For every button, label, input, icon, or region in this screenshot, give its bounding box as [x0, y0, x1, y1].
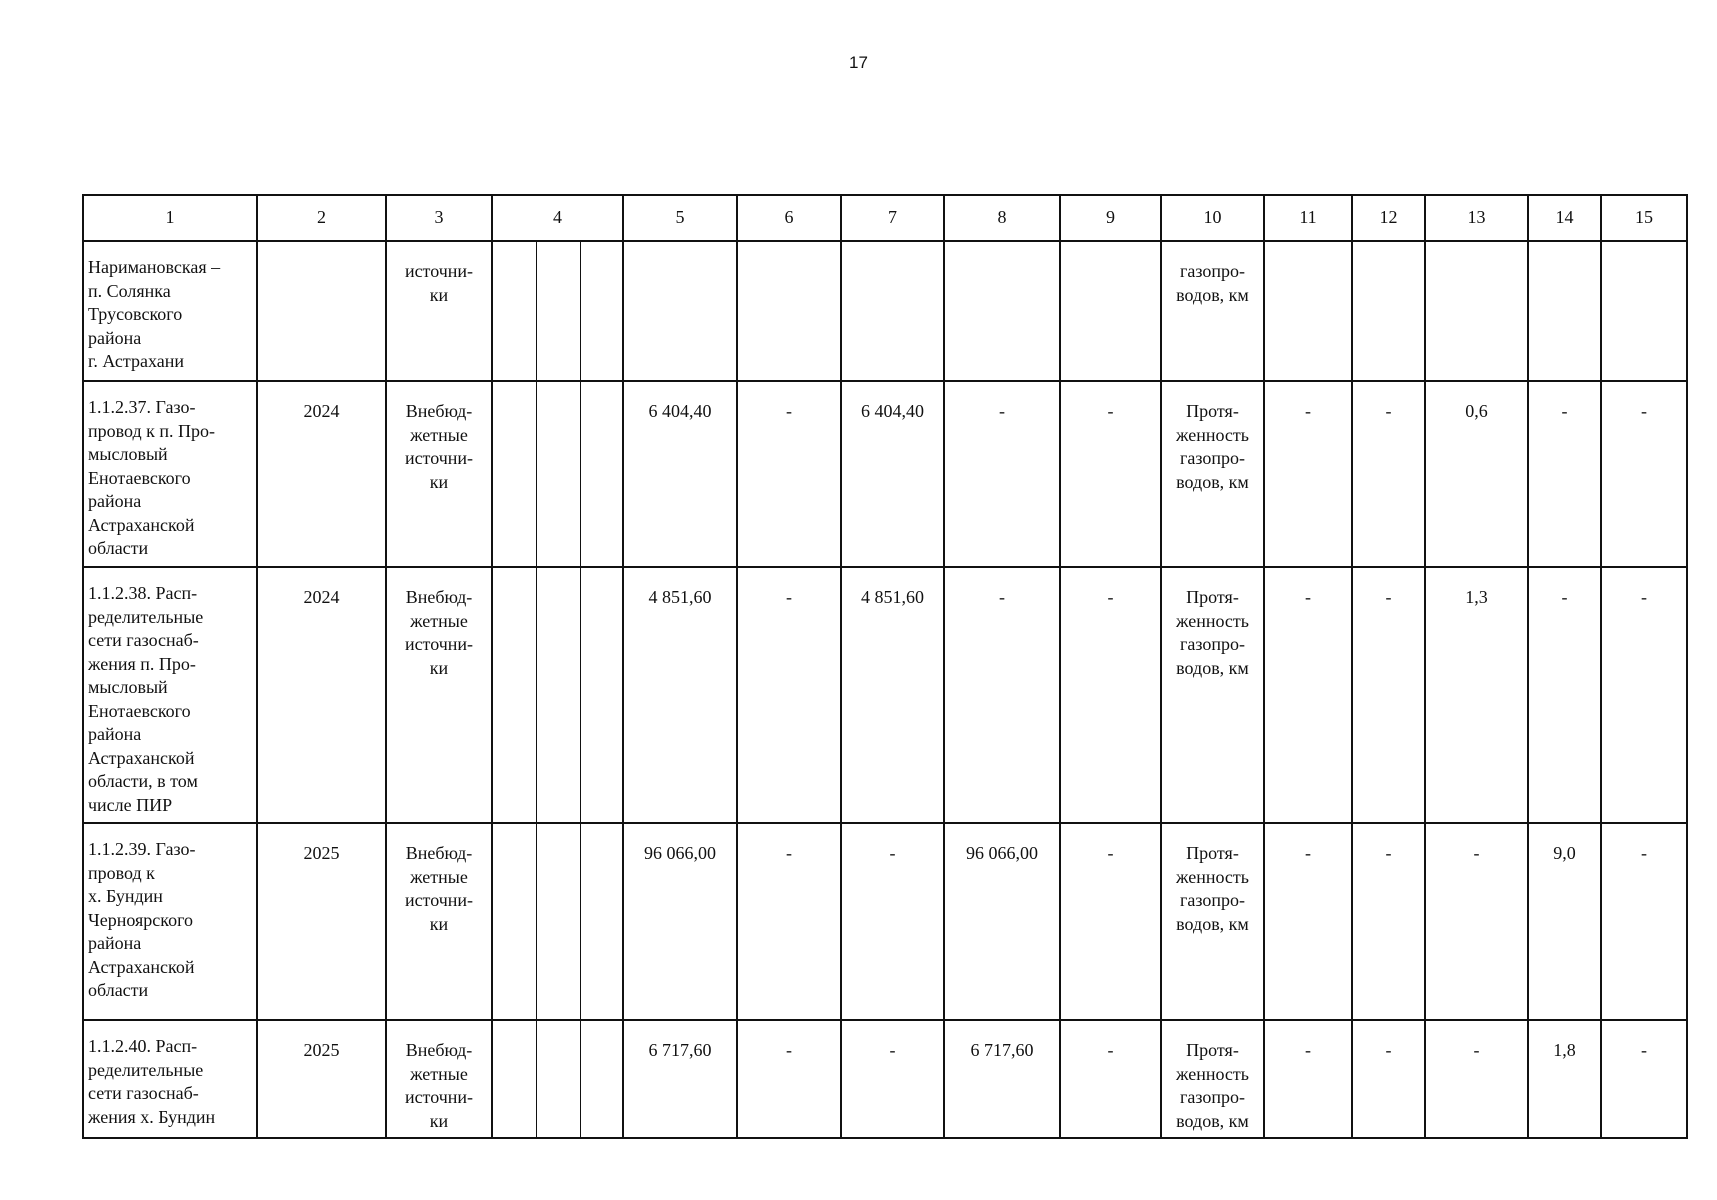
amount-col6-text	[738, 242, 840, 264]
value-col13-cell	[1425, 241, 1528, 381]
column-4-cell	[492, 381, 623, 567]
table-row	[83, 823, 1687, 1020]
funding-source-cell	[386, 567, 492, 823]
value-col15-text: -	[1641, 401, 1647, 421]
subcolumn-divider	[580, 824, 581, 1019]
column-number-header: 4	[492, 195, 623, 241]
object-name-text: 1.1.2.40. Расп- ределительные сети газоснаб- жения х. Бундин	[88, 1036, 216, 1127]
value-col12-cell	[1352, 823, 1425, 1020]
amount-col8-text	[945, 242, 1059, 264]
value-col13-text: 0,6	[1465, 401, 1488, 421]
value-col12-cell	[1352, 1020, 1425, 1138]
object-name-text: 1.1.2.38. Расп- ределительные сети газоснаб- жения п. Про- мысловый Енотаевского района Астраханской области, в том числе ПИР	[88, 583, 204, 815]
object-name-text: Наримановская – п. Солянка Трусовского района г. Астрахани	[88, 257, 221, 371]
amount-col9-text: -	[1107, 401, 1114, 421]
year-text: 2025	[303, 1040, 340, 1060]
amount-col6-cell	[737, 241, 841, 381]
object-name-cell	[83, 241, 257, 381]
column-number-header: 11	[1264, 195, 1352, 241]
indicator-text: Протя- женность газопро- водов, км	[1176, 843, 1249, 934]
value-col12-text	[1353, 242, 1424, 264]
total-amount-text	[624, 242, 736, 264]
subcolumn-divider	[580, 568, 581, 822]
amount-col6-text: -	[786, 401, 792, 421]
value-col11-text: -	[1305, 843, 1311, 863]
column-number-header: 2	[257, 195, 386, 241]
subcolumn-divider	[536, 568, 537, 822]
total-amount-cell	[623, 1020, 737, 1138]
total-amount-cell	[623, 381, 737, 567]
column-number-header: 3	[386, 195, 492, 241]
value-col12-cell	[1352, 381, 1425, 567]
column-4-cell	[492, 241, 623, 381]
program-table	[82, 194, 1688, 1139]
value-col13-cell	[1425, 381, 1528, 567]
amount-col8-cell	[944, 381, 1060, 567]
value-col13-cell	[1425, 823, 1528, 1020]
total-amount-text: 96 066,00	[644, 843, 716, 863]
amount-col6-text: -	[786, 587, 792, 607]
object-name-text: 1.1.2.39. Газо- провод к х. Бундин Черноярского района Астраханской области	[88, 839, 196, 1000]
value-col12-cell	[1352, 567, 1425, 823]
object-name-cell	[83, 823, 257, 1020]
funding-source-text: Внебюд- жетные источни- ки	[404, 401, 474, 492]
value-col13-cell	[1425, 567, 1528, 823]
value-col15-cell	[1601, 381, 1687, 567]
total-amount-cell	[623, 567, 737, 823]
value-col13-cell	[1425, 1020, 1528, 1138]
value-col14-cell	[1528, 823, 1601, 1020]
subcolumn-divider	[536, 382, 537, 566]
subcolumn-divider	[536, 1021, 537, 1137]
amount-col6-cell	[737, 1020, 841, 1138]
column-number-header: 15	[1601, 195, 1687, 241]
value-col15-cell	[1601, 1020, 1687, 1138]
header-row	[83, 195, 1687, 241]
year-text: 2024	[303, 401, 340, 421]
value-col15-text: -	[1641, 843, 1647, 863]
total-amount-text: 4 851,60	[648, 587, 712, 607]
amount-col7-cell	[841, 1020, 944, 1138]
value-col14-text: 9,0	[1553, 843, 1576, 863]
value-col11-cell	[1264, 241, 1352, 381]
value-col13-text: -	[1473, 1040, 1480, 1060]
total-amount-cell	[623, 241, 737, 381]
amount-col9-text: -	[1107, 1040, 1114, 1060]
indicator-text: Протя- женность газопро- водов, км	[1176, 1040, 1249, 1131]
year-text	[258, 242, 385, 264]
amount-col8-cell	[944, 823, 1060, 1020]
amount-col9-cell	[1060, 567, 1161, 823]
indicator-cell	[1161, 567, 1264, 823]
total-amount-cell	[623, 823, 737, 1020]
funding-source-cell	[386, 823, 492, 1020]
indicator-text: Протя- женность газопро- водов, км	[1176, 587, 1249, 678]
column-number-header: 1	[83, 195, 257, 241]
value-col12-text: -	[1385, 587, 1392, 607]
column-4-cell	[492, 823, 623, 1020]
value-col11-cell	[1264, 567, 1352, 823]
amount-col7-text: 4 851,60	[861, 587, 924, 607]
amount-col6-cell	[737, 823, 841, 1020]
funding-source-cell	[386, 1020, 492, 1138]
column-number-header: 7	[841, 195, 944, 241]
table-row	[83, 1020, 1687, 1138]
table-row	[83, 241, 1687, 381]
amount-col7-cell	[841, 567, 944, 823]
column-number-header: 13	[1425, 195, 1528, 241]
value-col12-text: -	[1385, 1040, 1392, 1060]
funding-source-text: Внебюд- жетные источни- ки	[404, 587, 474, 678]
funding-source-text: Внебюд- жетные источни- ки	[404, 843, 474, 934]
column-number-header: 12	[1352, 195, 1425, 241]
column-number-header: 5	[623, 195, 737, 241]
amount-col7-cell	[841, 823, 944, 1020]
value-col14-cell	[1528, 1020, 1601, 1138]
object-name-text: 1.1.2.37. Газо- провод к п. Про- мысловый Енотаевского района Астраханской области	[88, 397, 216, 558]
value-col15-text: -	[1641, 1040, 1647, 1060]
value-col12-cell	[1352, 241, 1425, 381]
amount-col8-text: -	[999, 587, 1005, 607]
indicator-cell	[1161, 381, 1264, 567]
amount-col9-cell	[1060, 241, 1161, 381]
amount-col7-cell	[841, 381, 944, 567]
year-text: 2025	[303, 843, 340, 863]
total-amount-text: 6 404,40	[648, 401, 712, 421]
subcolumn-divider	[580, 242, 581, 380]
funding-source-text: Внебюд- жетные источни- ки	[404, 1040, 474, 1131]
funding-source-cell	[386, 241, 492, 381]
value-col12-text: -	[1385, 401, 1392, 421]
value-col15-text: -	[1641, 587, 1647, 607]
year-cell	[257, 1020, 386, 1138]
value-col14-text: -	[1561, 587, 1568, 607]
amount-col9-text: -	[1107, 843, 1114, 863]
value-col11-text: -	[1305, 1040, 1311, 1060]
amount-col9-cell	[1060, 1020, 1161, 1138]
indicator-text: Протя- женность газопро- водов, км	[1176, 401, 1249, 492]
value-col11-text: -	[1305, 587, 1311, 607]
subcolumn-divider	[536, 242, 537, 380]
indicator-text: газопро- водов, км	[1176, 261, 1249, 305]
column-number-header: 9	[1060, 195, 1161, 241]
indicator-cell	[1161, 241, 1264, 381]
indicator-cell	[1161, 823, 1264, 1020]
value-col14-cell	[1528, 567, 1601, 823]
amount-col8-text: 96 066,00	[966, 843, 1038, 863]
column-number-header: 10	[1161, 195, 1264, 241]
object-name-cell	[83, 381, 257, 567]
value-col11-cell	[1264, 1020, 1352, 1138]
amount-col7-text: 6 404,40	[861, 401, 924, 421]
amount-col8-text: 6 717,60	[970, 1040, 1034, 1060]
value-col15-cell	[1601, 823, 1687, 1020]
object-name-cell	[83, 567, 257, 823]
amount-col9-cell	[1060, 381, 1161, 567]
value-col11-text	[1265, 242, 1351, 264]
page-number: 17	[849, 53, 868, 72]
value-col11-text: -	[1305, 401, 1311, 421]
year-cell	[257, 567, 386, 823]
amount-col8-cell	[944, 1020, 1060, 1138]
column-number-header: 14	[1528, 195, 1601, 241]
amount-col6-text: -	[786, 843, 792, 863]
value-col15-cell	[1601, 567, 1687, 823]
amount-col9-text	[1061, 242, 1160, 264]
amount-col8-text: -	[999, 401, 1005, 421]
subcolumn-divider	[580, 1021, 581, 1137]
column-number-header: 6	[737, 195, 841, 241]
value-col13-text: -	[1473, 843, 1480, 863]
amount-col8-cell	[944, 567, 1060, 823]
amount-col7-text: -	[889, 1040, 896, 1060]
amount-col9-cell	[1060, 823, 1161, 1020]
amount-col6-cell	[737, 567, 841, 823]
value-col15-cell	[1601, 241, 1687, 381]
amount-col7-text: -	[889, 843, 896, 863]
value-col13-text: 1,3	[1465, 587, 1488, 607]
amount-col7-cell	[841, 241, 944, 381]
value-col14-cell	[1528, 241, 1601, 381]
funding-source-cell	[386, 381, 492, 567]
total-amount-text: 6 717,60	[648, 1040, 712, 1060]
funding-source-text: источни- ки	[404, 261, 474, 305]
value-col11-cell	[1264, 823, 1352, 1020]
column-4-cell	[492, 1020, 623, 1138]
column-4-cell	[492, 567, 623, 823]
indicator-cell	[1161, 1020, 1264, 1138]
value-col14-text: -	[1561, 401, 1568, 421]
object-name-cell	[83, 1020, 257, 1138]
amount-col9-text: -	[1107, 587, 1114, 607]
subcolumn-divider	[580, 382, 581, 566]
year-text: 2024	[303, 587, 340, 607]
value-col11-cell	[1264, 381, 1352, 567]
value-col13-text	[1426, 242, 1527, 264]
table-row	[83, 381, 1687, 567]
value-col14-cell	[1528, 381, 1601, 567]
value-col12-text: -	[1385, 843, 1392, 863]
amount-col7-text	[842, 242, 943, 264]
value-col14-text: 1,8	[1553, 1040, 1576, 1060]
amount-col6-text: -	[786, 1040, 792, 1060]
amount-col6-cell	[737, 381, 841, 567]
subcolumn-divider	[536, 824, 537, 1019]
amount-col8-cell	[944, 241, 1060, 381]
value-col14-text	[1529, 242, 1600, 264]
column-number-header: 8	[944, 195, 1060, 241]
year-cell	[257, 823, 386, 1020]
year-cell	[257, 381, 386, 567]
year-cell	[257, 241, 386, 381]
value-col15-text	[1602, 242, 1686, 264]
table-row	[83, 567, 1687, 823]
